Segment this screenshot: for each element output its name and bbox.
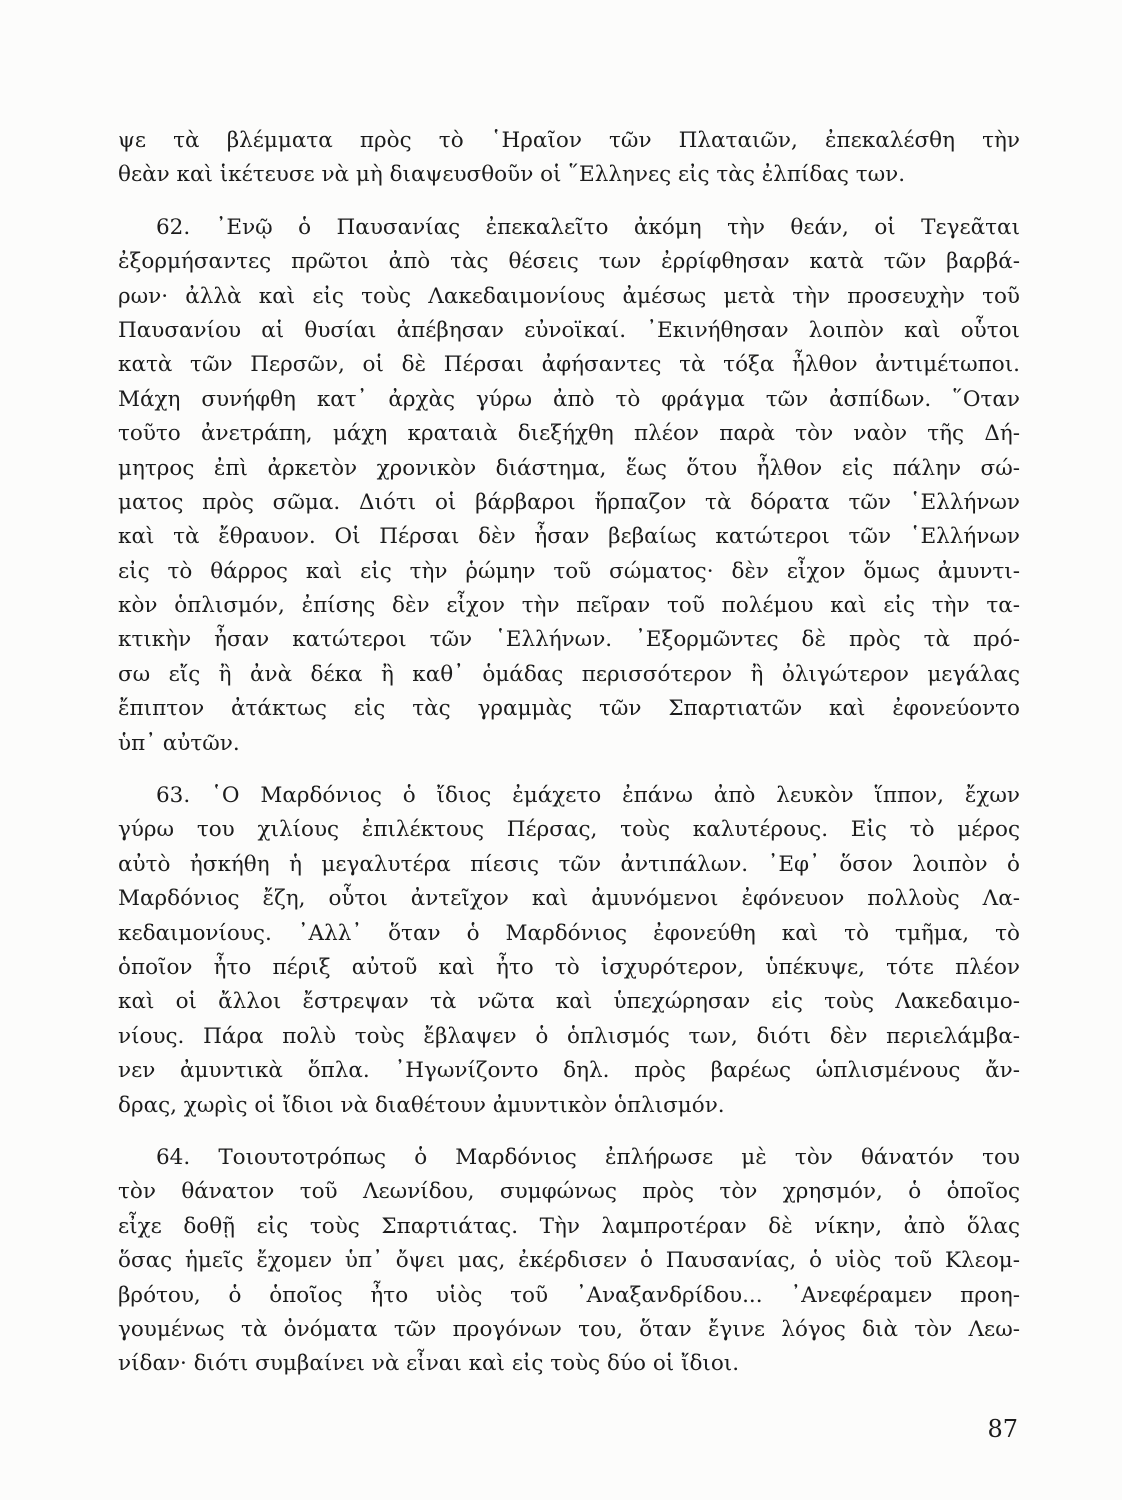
text-line: τὸν θάνατον τοῦ Λεωνίδου, συμφώνως πρὸς τὸν χρησμόν, ὁ ὁποῖος xyxy=(118,1179,1020,1205)
text-line: ὅσας ἡμεῖς ἔχομεν ὑπ᾿ ὄψει μας, ἐκέρδισεν ὁ Παυσανίας, ὁ υἱὸς τοῦ Κλεομ- xyxy=(118,1248,1020,1274)
text-line: αὐτὸ ἠσκήθη ἡ μεγαλυτέρα πίεσις τῶν ἀντιπάλων. ᾿Εφ᾿ ὅσον λοιπὸν ὁ xyxy=(118,851,1020,877)
text-line: ματος πρὸς σῶμα. Διότι οἱ βάρβαροι ἥρπαζον τὰ δόρατα τῶν ῾Ελλήνων xyxy=(118,489,1020,515)
paragraph-64 xyxy=(118,1141,1020,1382)
text-line: ἔπιπτον ἀτάκτως εἰς τὰς γραμμὰς τῶν Σπαρτιατῶν καὶ ἐφονεύοντο xyxy=(118,696,1020,722)
text-line: 63. ῾Ο Μαρδόνιος ὁ ἴδιος ἐμάχετο ἐπάνω ἀπὸ λευκὸν ἵππον, ἔχων xyxy=(156,783,1020,809)
text-line: Παυσανίου αἱ θυσίαι ἀπέβησαν εὐνοϊκαί. ᾿Εκινήθησαν λοιπὸν καὶ οὗτοι xyxy=(118,317,1020,343)
text-line: θεὰν καὶ ἱκέτευσε νὰ μὴ διαψευσθοῦν οἱ ῞Ελληνες εἰς τὰς ἐλπίδας των. xyxy=(118,162,906,188)
text-line: μητρος ἐπὶ ἀρκετὸν χρονικὸν διάστημα, ἕως ὅτου ἦλθον εἰς πάλην σώ- xyxy=(118,455,1020,481)
text-line: ὁποῖον ἦτο πέριξ αὐτοῦ καὶ ἦτο τὸ ἰσχυρότερον, ὑπέκυψε, τότε πλέον xyxy=(118,954,1020,980)
text-line: καὶ τὰ ἔθραυον. Οἱ Πέρσαι δὲν ἦσαν βεβαίως κατώτεροι τῶν ῾Ελλήνων xyxy=(118,524,1020,550)
text-line: κτικὴν ἦσαν κατώτεροι τῶν ῾Ελλήνων. ᾿Εξορμῶντες δὲ πρὸς τὰ πρό- xyxy=(118,627,1020,653)
text-line: κατὰ τῶν Περσῶν, οἱ δὲ Πέρσαι ἀφήσαντες τὰ τόξα ἦλθον ἀντιμέτωποι. xyxy=(118,352,1020,378)
text-line: εἰς τὸ θάρρος καὶ εἰς τὴν ῥώμην τοῦ σώματος· δὲν εἶχον ὅμως ἀμυντι- xyxy=(118,558,1020,584)
paragraph-continuation xyxy=(118,124,1020,193)
text-line: κεδαιμονίους. ᾿Αλλ᾿ ὅταν ὁ Μαρδόνιος ἐφονεύθη καὶ τὸ τμῆμα, τὸ xyxy=(118,920,1020,946)
text-line: δρας, χωρὶς οἱ ἴδιοι νὰ διαθέτουν ἀμυντικὸν ὁπλισμόν. xyxy=(118,1092,725,1118)
text-line: κὸν ὁπλισμόν, ἐπίσης δὲν εἶχον τὴν πεῖραν τοῦ πολέμου καὶ εἰς τὴν τα- xyxy=(118,593,1020,619)
text-line: 62. ᾿Ενῷ ὁ Παυσανίας ἐπεκαλεῖτο ἀκόμη τὴν θεάν, οἱ Τεγεᾶται xyxy=(156,214,1020,240)
text-line: καὶ οἱ ἄλλοι ἔστρεψαν τὰ νῶτα καὶ ὑπεχώρησαν εἰς τοὺς Λακεδαιμο- xyxy=(118,989,1020,1015)
body-text xyxy=(118,124,1020,1382)
text-line: ψε τὰ βλέμματα πρὸς τὸ ῾Ηραῖον τῶν Πλαταιῶν, ἐπεκαλέσθη τὴν xyxy=(118,128,1020,153)
text-line: νεν ἀμυντικὰ ὅπλα. ᾿Ηγωνίζοντο δηλ. πρὸς βαρέως ὡπλισμένους ἄν- xyxy=(118,1058,1020,1084)
text-line: Μάχη συνήφθη κατ᾿ ἀρχὰς γύρω ἀπὸ τὸ φράγμα τῶν ἀσπίδων. ῞Οταν xyxy=(118,386,1020,412)
paragraph-63 xyxy=(118,779,1020,1123)
text-line: νίους. Πάρα πολὺ τοὺς ἔβλαψεν ὁ ὁπλισμός των, διότι δὲν περιελάμβα- xyxy=(118,1023,1020,1049)
text-line: ρων· ἀλλὰ καὶ εἰς τοὺς Λακεδαιμονίους ἀμέσως μετὰ τὴν προσευχὴν τοῦ xyxy=(118,283,1020,309)
text-line: γουμένως τὰ ὀνόματα τῶν προγόνων του, ὅταν ἔγινε λόγος διὰ τὸν Λεω- xyxy=(118,1316,1020,1342)
paragraph-62 xyxy=(118,211,1020,761)
text-line: σω εἴς ἢ ἀνὰ δέκα ἢ καθ᾿ ὁμάδας περισσότερον ἢ ὀλιγώτερον μεγάλας xyxy=(118,661,1020,687)
text-line: εἶχε δοθῇ εἰς τοὺς Σπαρτιάτας. Τὴν λαμπροτέραν δὲ νίκην, ἀπὸ ὅλας xyxy=(118,1213,1020,1239)
page-number: 87 xyxy=(987,1415,1018,1443)
text-line: βρότου, ὁ ὁποῖος ἦτο υἱὸς τοῦ ᾿Αναξανδρίδου... ᾿Ανεφέραμεν προη- xyxy=(118,1282,1020,1308)
text-line: νίδαν· διότι συμβαίνει νὰ εἶναι καὶ εἰς τοὺς δύο οἱ ἴδιοι. xyxy=(118,1351,740,1377)
text-line: γύρω του χιλίους ἐπιλέκτους Πέρσας, τοὺς καλυτέρους. Εἰς τὸ μέρος xyxy=(118,817,1020,843)
text-line: ὑπ᾿ αὐτῶν. xyxy=(118,730,240,756)
text-line: 64. Τοιουτοτρόπως ὁ Μαρδόνιος ἐπλήρωσε μὲ τὸν θάνατόν του xyxy=(156,1144,1020,1170)
text-line: ἐξορμήσαντες πρῶτοι ἀπὸ τὰς θέσεις των ἐρρίφθησαν κατὰ τῶν βαρβά- xyxy=(118,249,1020,275)
text-line: Μαρδόνιος ἔζη, οὗτοι ἀντεῖχον καὶ ἀμυνόμενοι ἐφόνευον πολλοὺς Λα- xyxy=(118,886,1020,912)
text-line: τοῦτο ἀνετράπη, μάχη κραταιὰ διεξήχθη πλέον παρὰ τὸν ναὸν τῆς Δή- xyxy=(118,421,1020,447)
